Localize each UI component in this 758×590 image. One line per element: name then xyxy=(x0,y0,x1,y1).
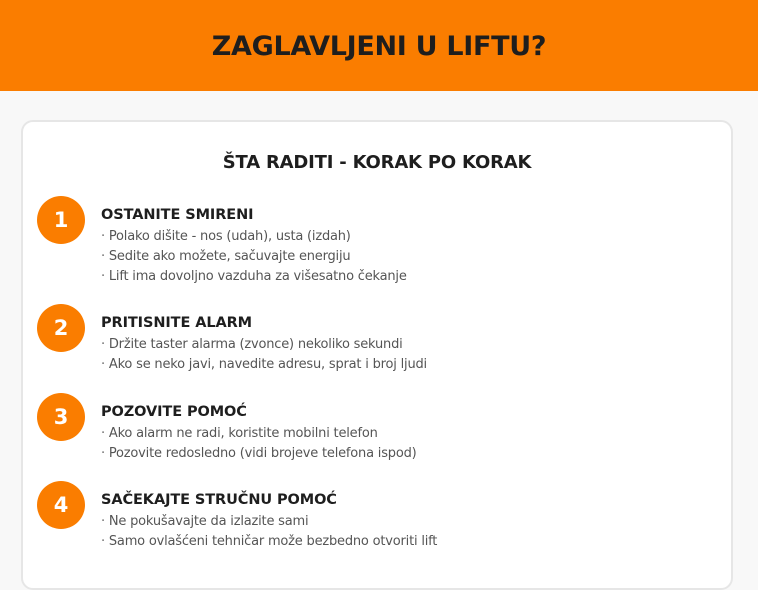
step-content xyxy=(101,491,437,552)
step-number-badge: 2 xyxy=(37,304,85,352)
step-bullet: · Ako se neko javi, navedite adresu, sprat i broj ljudi xyxy=(101,355,427,375)
step-number-badge: 4 xyxy=(37,481,85,529)
step-content xyxy=(101,403,417,464)
step-bullet: · Samo ovlašćeni tehničar može bezbedno otvoriti lift xyxy=(101,532,437,552)
step-bullet-list xyxy=(101,335,427,375)
step-title: OSTANITE SMIRENI xyxy=(101,207,254,223)
step-bullet-list xyxy=(101,512,437,552)
section-title: ŠTA RADITI - KORAK PO KORAK xyxy=(222,152,532,173)
step-content xyxy=(101,314,427,375)
step-title: POZOVITE POMOĆ xyxy=(101,404,247,420)
step-title: PRITISNITE ALARM xyxy=(101,315,252,331)
step-bullet: · Sedite ako možete, sačuvajte energiju xyxy=(101,247,407,267)
step-title: SAČEKAJTE STRUČNU POMOĆ xyxy=(101,492,337,508)
step-bullet: · Držite taster alarma (zvonce) nekoliko sekundi xyxy=(101,335,427,355)
page-title: ZAGLAVLJENI U LIFTU? xyxy=(211,30,547,62)
step-number-badge: 1 xyxy=(37,196,85,244)
step-bullet: · Ako alarm ne radi, koristite mobilni telefon xyxy=(101,424,417,444)
step-bullet-list xyxy=(101,227,407,287)
instructions-card xyxy=(21,120,733,590)
page-header xyxy=(0,0,758,91)
step-bullet: · Lift ima dovoljno vazduha za višesatno čekanje xyxy=(101,267,407,287)
step-bullet: · Pozovite redosledno (vidi brojeve telefona ispod) xyxy=(101,444,417,464)
step-content xyxy=(101,206,407,287)
step-bullet-list xyxy=(101,424,417,464)
step-number-badge: 3 xyxy=(37,393,85,441)
step-bullet: · Polako dišite - nos (udah), usta (izdah) xyxy=(101,227,407,247)
step-bullet: · Ne pokušavajte da izlazite sami xyxy=(101,512,437,532)
